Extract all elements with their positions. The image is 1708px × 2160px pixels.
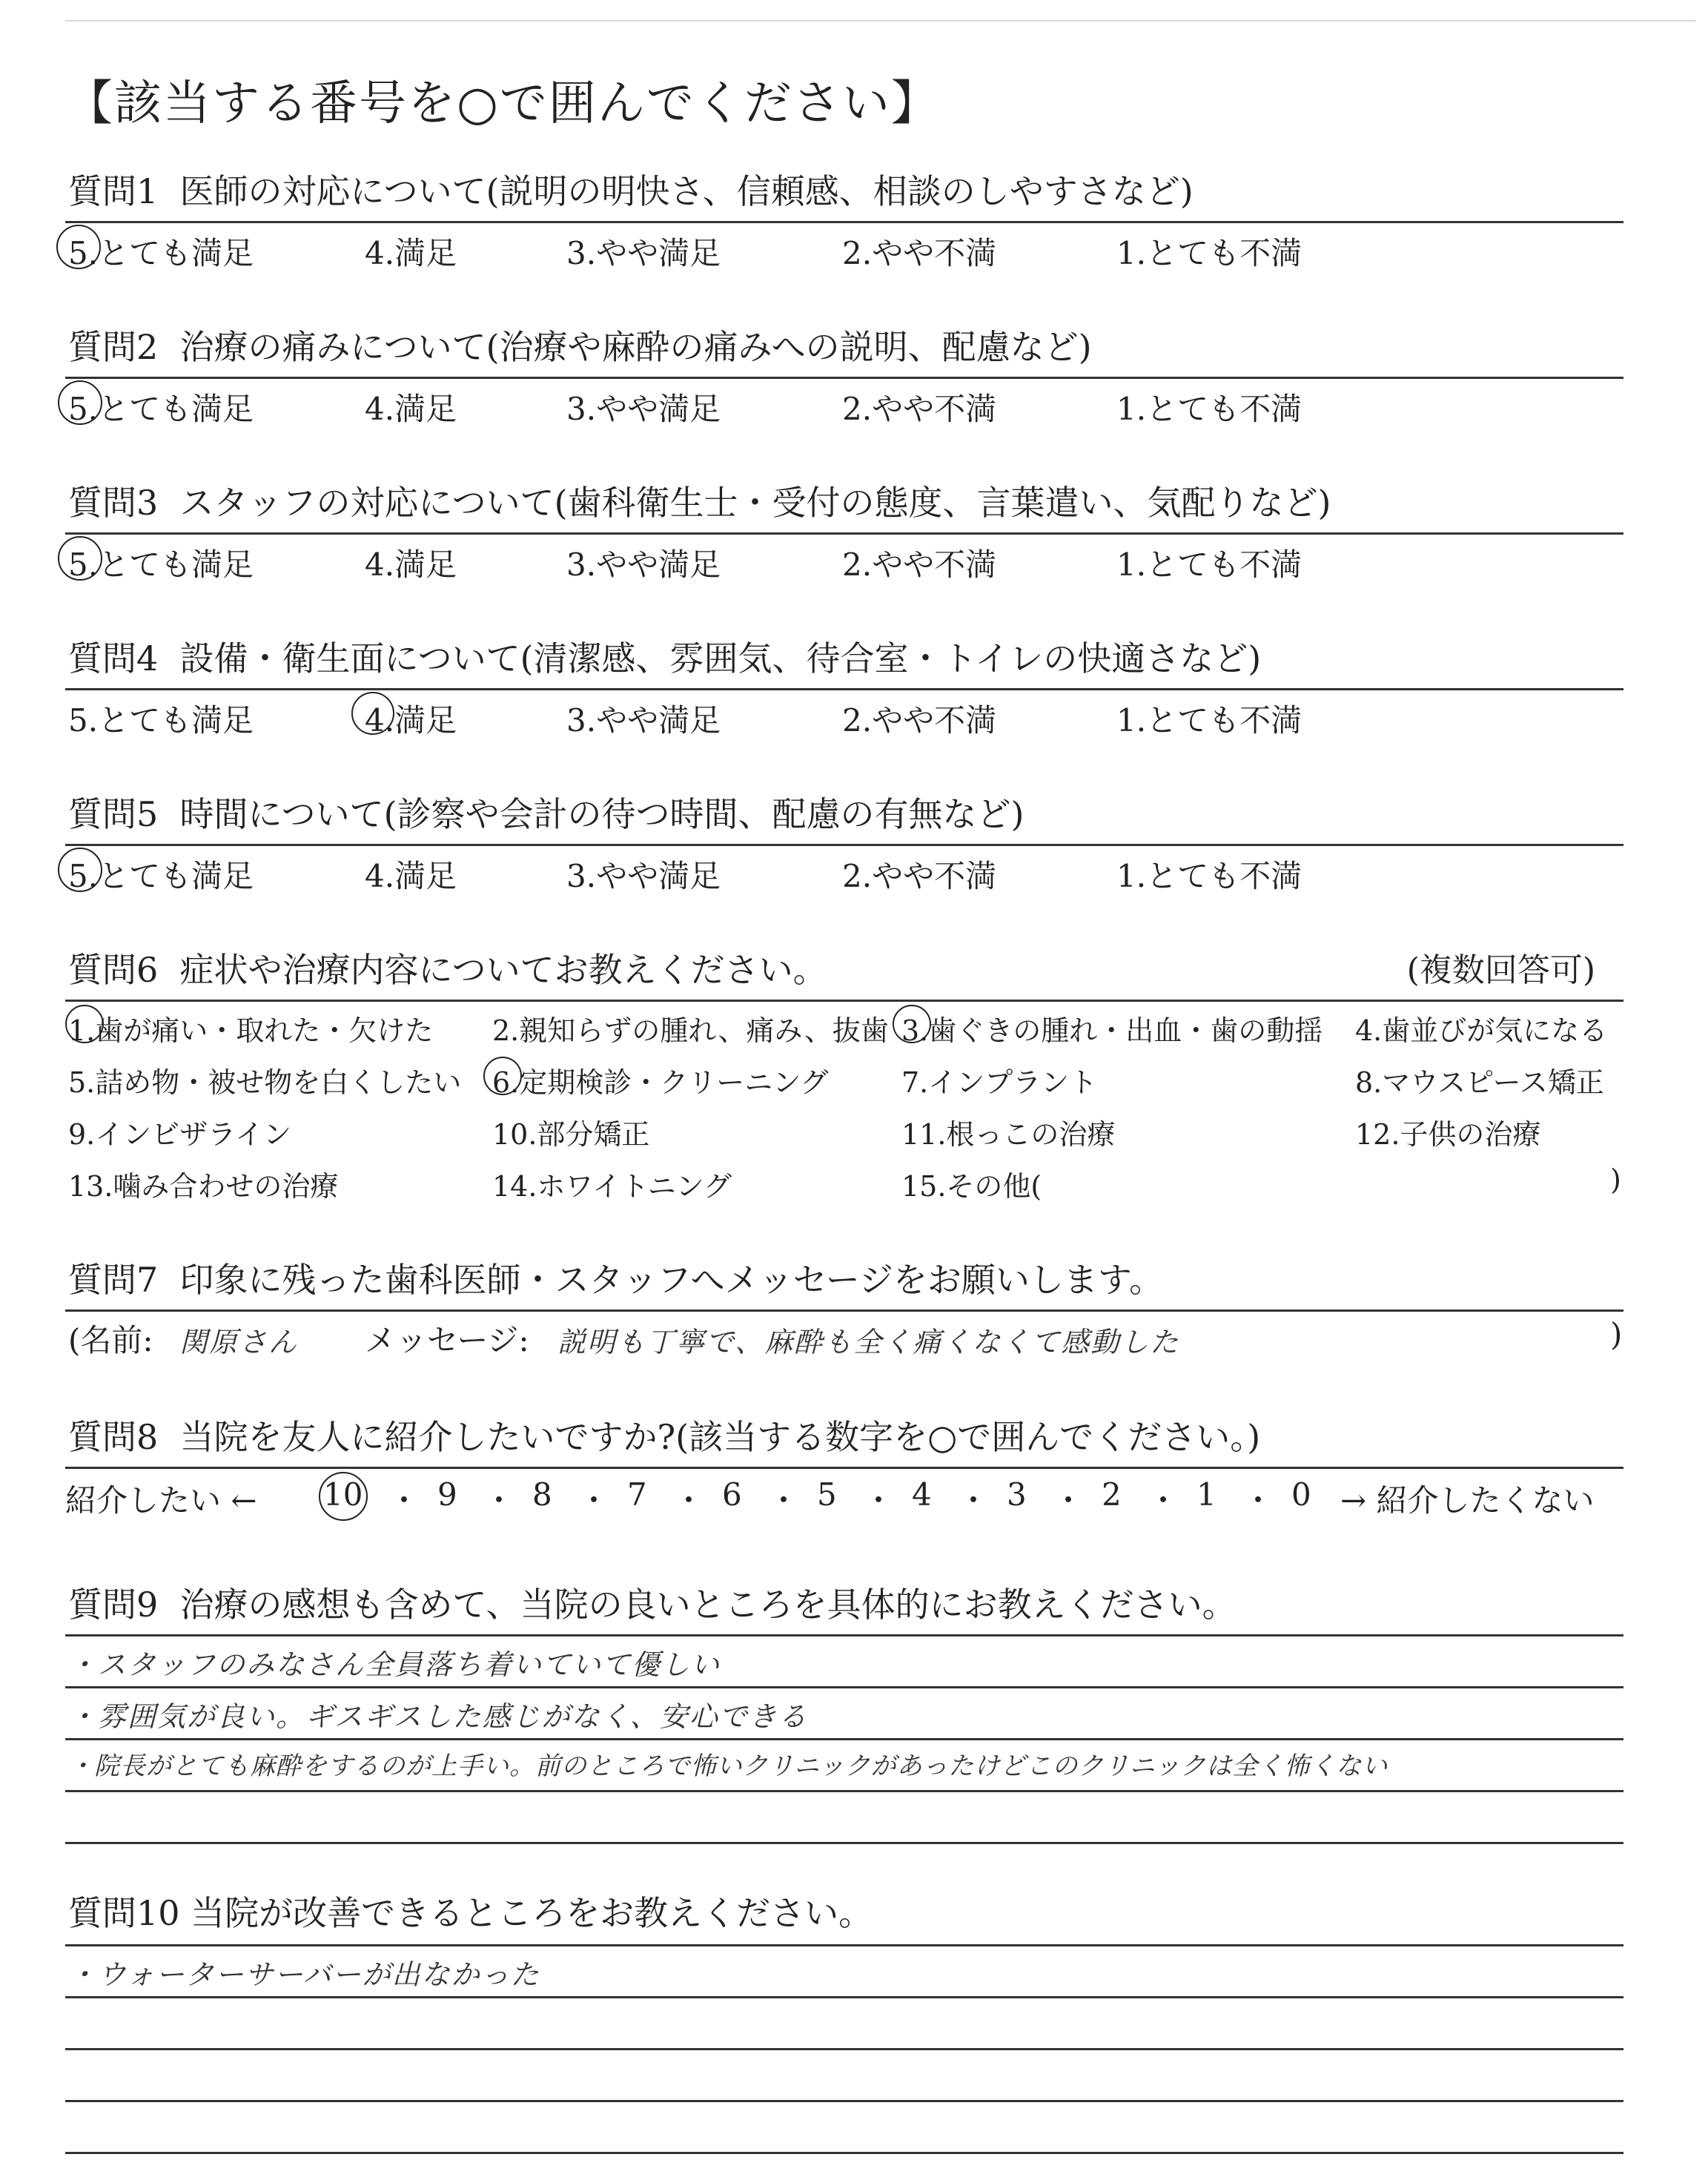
answer-rule [65, 1842, 1623, 1844]
answer-line-1[interactable]: ・スタッフのみなさん全員落ち着いていて優しい [68, 1648, 721, 1681]
scale-1[interactable]: 1 [1196, 1476, 1217, 1513]
scale-separator: ・ [1053, 1482, 1085, 1519]
option-3[interactable]: 3.やや満足 [566, 702, 721, 739]
question-5-rule [65, 844, 1623, 846]
other-close-paren: ) [1610, 1163, 1621, 1196]
question-2-text: 治療の痛みについて(治療や麻酔の痛みへの説明、配慮など) [179, 327, 1092, 367]
question-8-text: 当院を友人に紹介したいですか?(該当する数字を○で囲んでください。) [179, 1417, 1261, 1457]
question-5-options [68, 852, 1625, 894]
question-3-number: 質問3 [68, 483, 159, 523]
symptom-option-5[interactable]: 5.詰め物・被せ物を白くしたい [68, 1066, 462, 1099]
scale-6[interactable]: 6 [722, 1476, 742, 1513]
option-5[interactable]: 5.とても満足 [68, 546, 254, 583]
option-4[interactable]: 4.満足 [365, 391, 457, 427]
question-7-title [68, 1253, 1625, 1302]
question-2-options [68, 385, 1625, 426]
option-3[interactable]: 3.やや満足 [566, 391, 721, 427]
option-2[interactable]: 2.やや不満 [842, 391, 997, 427]
question-7-rule [65, 1309, 1623, 1312]
symptom-option-6[interactable]: 6.定期検診・クリーニング [492, 1066, 829, 1099]
question-2-number: 質問2 [68, 327, 159, 367]
option-2[interactable]: 2.やや不満 [842, 235, 997, 271]
question-9-title [68, 1578, 1625, 1627]
scale-separator: ・ [768, 1482, 800, 1519]
question-10-title [68, 1886, 1625, 1935]
scale-separator: ・ [863, 1482, 895, 1519]
symptom-option-3[interactable]: 3.歯ぐきの腫れ・出血・歯の動揺 [901, 1014, 1323, 1047]
scale-9[interactable]: 9 [437, 1476, 457, 1513]
question-2 [68, 320, 1625, 426]
option-3[interactable]: 3.やや満足 [566, 235, 721, 271]
question-6 [68, 943, 1625, 1223]
scale-5[interactable]: 5 [817, 1476, 837, 1513]
question-4-text: 設備・衛生面について(清潔感、雰囲気、待合室・トイレの快適さなど) [179, 638, 1262, 678]
question-5-title [68, 787, 1625, 836]
option-1[interactable]: 1.とても不満 [1116, 858, 1302, 894]
question-1-text: 医師の対応について(説明の明快さ、信頼感、相談のしやすさなど) [179, 171, 1194, 211]
option-1[interactable]: 1.とても不満 [1116, 391, 1302, 427]
answer-rule [65, 2152, 1623, 2154]
question-7 [68, 1253, 1625, 1365]
option-5[interactable]: 5.とても満足 [68, 391, 254, 427]
question-3-rule [65, 532, 1623, 535]
symptom-option-12[interactable]: 12.子供の治療 [1355, 1118, 1541, 1151]
symptom-option-4[interactable]: 4.歯並びが気になる [1355, 1014, 1608, 1047]
symptom-option-9[interactable]: 9.インビザライン [68, 1118, 292, 1151]
answer-line-3[interactable]: ・院長がとても麻酔をするのが上手い。前のところで怖いクリニックがあったけどこのクリニックは全く怖くない [68, 1751, 1388, 1781]
option-3[interactable]: 3.やや満足 [566, 546, 721, 583]
option-3[interactable]: 3.やや満足 [566, 858, 721, 894]
question-1-number: 質問1 [68, 171, 159, 211]
question-6-options [68, 1008, 1625, 1223]
question-7-text: 印象に残った歯科医師・スタッフへメッセージをお願いします。 [179, 1260, 1164, 1300]
answer-rule [65, 1790, 1623, 1792]
question-3 [68, 476, 1625, 582]
question-6-title [68, 943, 1625, 992]
scale-right-label: → 紹介したくない [1340, 1482, 1595, 1519]
question-9-number: 質問9 [68, 1585, 159, 1625]
scale-left-label: 紹介したい ← [65, 1482, 257, 1519]
answer-line-2[interactable]: ・雰囲気が良い。ギスギスした感じがなく、安心できる [68, 1700, 808, 1733]
option-5[interactable]: 5.とても満足 [68, 235, 254, 271]
message-line [68, 1316, 1625, 1365]
question-5-number: 質問5 [68, 794, 159, 834]
scale-separator: ・ [1242, 1482, 1274, 1519]
option-4[interactable]: 4.満足 [365, 235, 457, 271]
answer-line-1[interactable]: ・ウォーターサーバーが出なかった [68, 1958, 540, 1991]
scale-separator: ・ [388, 1482, 420, 1519]
question-9-text: 治療の感想も含めて、当院の良いところを具体的にお教えください。 [179, 1585, 1237, 1625]
symptom-option-1[interactable]: 1.歯が痛い・取れた・欠けた [68, 1014, 434, 1047]
question-1 [68, 165, 1625, 271]
option-4[interactable]: 4.満足 [365, 702, 457, 739]
question-1-options [68, 229, 1625, 271]
scale-separator: ・ [483, 1482, 515, 1519]
option-4[interactable]: 4.満足 [365, 546, 457, 583]
question-5-text: 時間について(診察や会計の待つ時間、配慮の有無など) [179, 794, 1025, 834]
symptom-option-13[interactable]: 13.噛み合わせの治療 [68, 1170, 339, 1203]
question-5 [68, 787, 1625, 894]
scale-separator: ・ [673, 1482, 705, 1519]
scale-separator: ・ [958, 1482, 990, 1519]
question-3-options [68, 541, 1625, 582]
answer-rule [65, 1944, 1623, 1946]
answer-rule [65, 2100, 1623, 2102]
question-8-title [68, 1410, 1625, 1459]
answer-rule [65, 2048, 1623, 2050]
option-4[interactable]: 4.満足 [365, 858, 457, 894]
message-close-paren: ) [1610, 1316, 1623, 1353]
option-2[interactable]: 2.やや不満 [842, 702, 997, 739]
option-5[interactable]: 5.とても満足 [68, 858, 254, 894]
question-10-number: 質問10 [68, 1893, 180, 1933]
symptom-option-10[interactable]: 10.部分矯正 [492, 1118, 650, 1151]
message-label: メッセージ: [365, 1322, 529, 1358]
symptom-option-7[interactable]: 7.インプラント [901, 1066, 1098, 1099]
scale-7[interactable]: 7 [627, 1476, 647, 1513]
answer-rule [65, 1738, 1623, 1740]
multiple-answers-note: (複数回答可) [1406, 951, 1595, 989]
message-value[interactable]: 説明も丁寧で、麻酔も全く痛くなくて感動した [557, 1326, 1180, 1358]
option-1[interactable]: 1.とても不満 [1116, 702, 1302, 739]
answer-rule [65, 1996, 1623, 1998]
question-7-number: 質問7 [68, 1260, 159, 1300]
scale-separator: ・ [578, 1482, 610, 1519]
answer-rule [65, 1634, 1623, 1636]
symptom-option-2[interactable]: 2.親知らずの腫れ、痛み、抜歯 [492, 1014, 889, 1047]
name-label: (名前: [68, 1322, 153, 1358]
recommend-scale [65, 1476, 1625, 1521]
question-8-number: 質問8 [68, 1417, 159, 1457]
symptom-option-8[interactable]: 8.マウスピース矯正 [1355, 1066, 1604, 1099]
question-4-title [68, 632, 1625, 681]
option-2[interactable]: 2.やや不満 [842, 546, 997, 583]
question-4-rule [65, 688, 1623, 690]
scale-2[interactable]: 2 [1102, 1476, 1122, 1513]
scale-10[interactable]: 10 [323, 1476, 363, 1513]
option-1[interactable]: 1.とても不満 [1116, 546, 1302, 583]
symptom-option-14[interactable]: 14.ホワイトニング [492, 1170, 732, 1203]
scale-3[interactable]: 3 [1007, 1476, 1027, 1513]
question-2-rule [65, 377, 1623, 379]
question-3-title [68, 476, 1625, 525]
question-9 [68, 1578, 1625, 1781]
question-6-text: 症状や治療内容についてお教えください。 [179, 950, 827, 990]
option-2[interactable]: 2.やや不満 [842, 858, 997, 894]
symptom-option-11[interactable]: 11.根っこの治療 [901, 1118, 1116, 1151]
question-8 [65, 1410, 1625, 1521]
question-3-text: スタッフの対応について(歯科衛生士・受付の態度、言葉遣い、気配りなど) [179, 483, 1331, 523]
question-2-title [68, 320, 1625, 369]
scale-4[interactable]: 4 [912, 1476, 932, 1513]
question-6-rule [65, 1000, 1623, 1002]
answer-rule [65, 1686, 1623, 1688]
scale-separator: ・ [1148, 1482, 1179, 1519]
form-header: 【該当する番号を○で囲んでください】 [65, 76, 940, 131]
question-4-number: 質問4 [68, 638, 159, 678]
option-1[interactable]: 1.とても不満 [1116, 235, 1302, 271]
question-10 [68, 1886, 1625, 1991]
question-1-title [68, 165, 1625, 214]
question-6-number: 質問6 [68, 950, 159, 990]
name-value[interactable]: 関原さん [179, 1326, 299, 1358]
option-5[interactable]: 5.とても満足 [68, 702, 254, 739]
scale-0[interactable]: 0 [1291, 1476, 1311, 1513]
question-10-text: 当院が改善できるところをお教えください。 [191, 1893, 873, 1933]
question-4-options [68, 696, 1625, 738]
symptom-option-15[interactable]: 15.その他( [901, 1170, 1042, 1203]
question-8-rule [65, 1467, 1623, 1469]
scale-8[interactable]: 8 [532, 1476, 552, 1513]
top-rule [65, 20, 1696, 22]
question-4 [68, 632, 1625, 738]
question-1-rule [65, 221, 1623, 223]
